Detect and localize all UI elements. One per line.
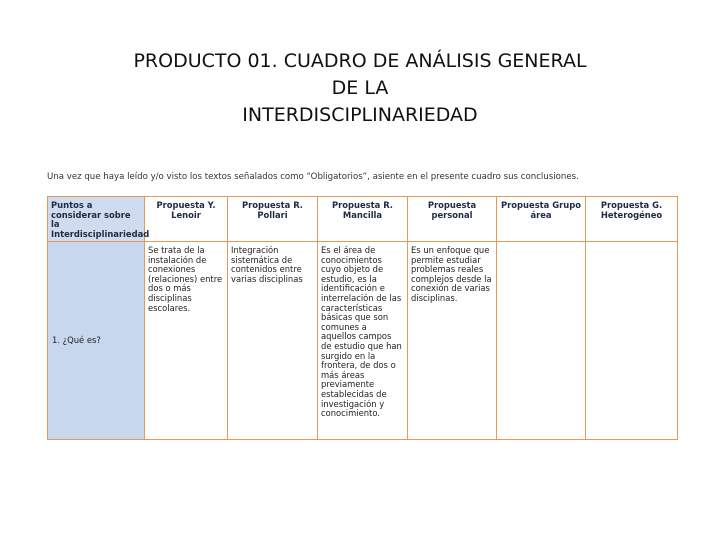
page-title	[0, 48, 720, 129]
cell-heterogeneo	[586, 242, 678, 440]
cell-lenoir: Se trata de la instalación de conexiones (relaciones) entre dos o más disciplinas escolares.	[145, 242, 228, 440]
title-line-3: INTERDISCIPLINARIEDAD	[242, 104, 478, 126]
title-prefix: PRODUCTO 01.	[133, 50, 284, 72]
instructions-text: Una vez que haya leído y/o visto los textos señalados como “Obligatorios”, asiente en el presente cuadro sus conclusiones.	[47, 172, 579, 182]
cell-mancilla: Es el área de conocimientos cuyo objeto de estudio, es la identificación e interrelación de las características básicas que son comunes a aquellos campos de estudio que han surgido en la frontera, de dos o más áreas previamente establecidas de investigación y conocimiento.	[318, 242, 408, 440]
analysis-table	[47, 196, 678, 440]
title-line-1	[0, 48, 720, 75]
header-grupo-area: Propuesta Grupo área	[497, 197, 586, 242]
header-mancilla: Propuesta R. Mancilla	[318, 197, 408, 242]
title-line-2: DE LA	[331, 77, 389, 99]
cell-personal: Es un enfoque que permite estudiar problemas reales complejos desde la conexión de varias disciplinas.	[408, 242, 497, 440]
header-personal: Propuesta personal	[408, 197, 497, 242]
header-puntos: Puntos a considerar sobre la Interdisciplinariedad	[48, 197, 145, 242]
cell-pollari: Integración sistemática de contenidos entre varias disciplinas	[228, 242, 318, 440]
cell-point: 1. ¿Qué es?	[48, 242, 145, 440]
title-strong-line-1: CUADRO DE ANÁLISIS GENERAL	[283, 50, 587, 72]
header-lenoir: Propuesta Y. Lenoir	[145, 197, 228, 242]
table-row	[48, 242, 678, 440]
cell-grupo-area	[497, 242, 586, 440]
header-heterogeneo: Propuesta G. Heterogéneo	[586, 197, 678, 242]
table-header-row	[48, 197, 678, 242]
header-pollari: Propuesta R. Pollari	[228, 197, 318, 242]
